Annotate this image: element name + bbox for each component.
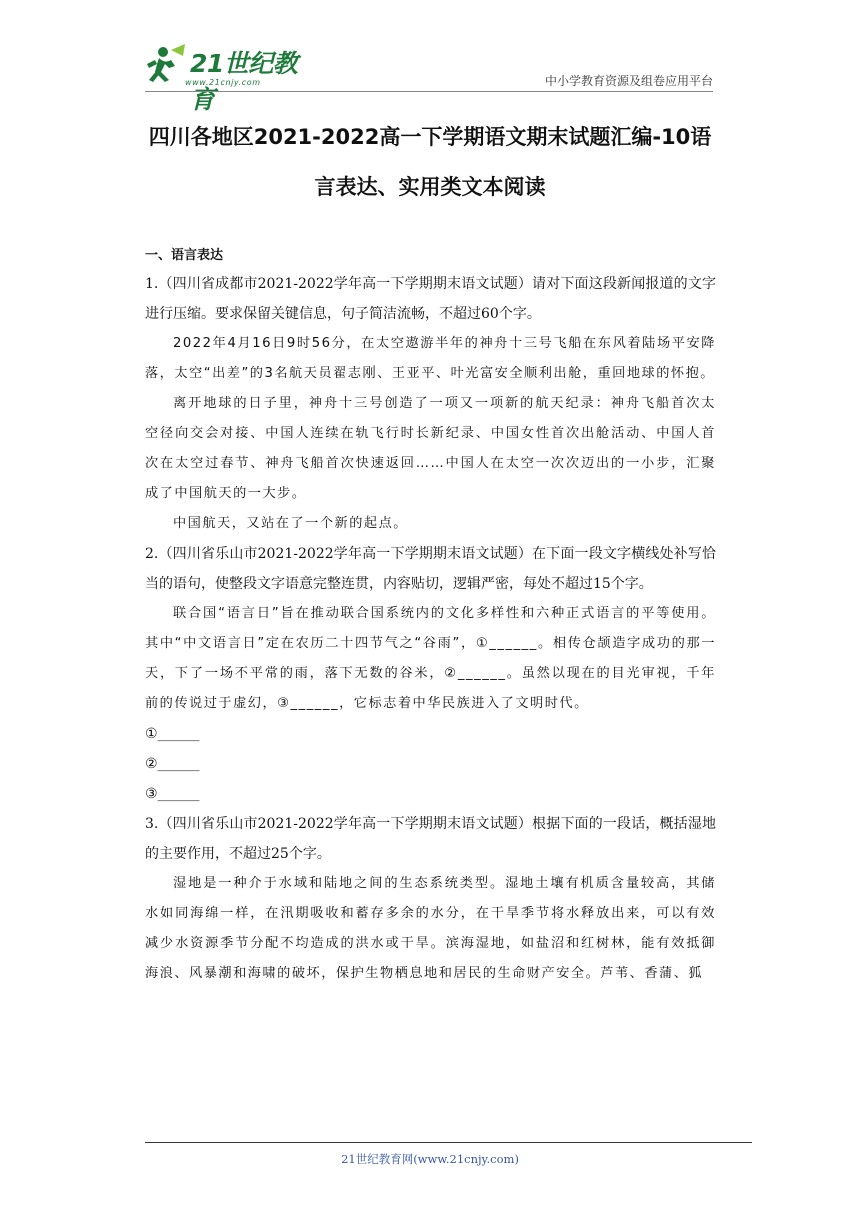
site-logo[interactable] bbox=[145, 38, 310, 114]
question-1-stem: 1.（四川省成都市2021-2022学年高一下学期期末语文试题）请对下面这段新闻报道的文字进行压缩。要求保留关键信息，句子简洁流畅，不超过60个字。 bbox=[145, 276, 716, 322]
question-1-paragraph-2: 离开地球的日子里，神舟十三号创造了一项又一项新的航天纪录：神舟飞船首次太空径向交会对接、中国人连续在轨飞行时长新纪录、中国女性首次出舱活动、中国人首次在太空过春节、神舟飞船首次快速返回……中国人在太空一次次迈出的一小步，汇聚成了中国航天的一大步。 bbox=[145, 396, 716, 501]
question-3-stem: 3.（四川省乐山市2021-2022学年高一下学期期末语文试题）根据下面的一段话，概括湿地的主要作用，不超过25个字。 bbox=[145, 816, 716, 862]
footer-divider bbox=[145, 1142, 752, 1143]
logo-text: 21世纪教育 bbox=[190, 49, 298, 114]
document-title bbox=[140, 112, 720, 212]
title-line-2: 言表达、实用类文本阅读 bbox=[314, 175, 546, 199]
platform-label: 中小学教育资源及组卷应用平台 bbox=[544, 74, 713, 88]
section-heading: 一、语言表达 bbox=[145, 248, 224, 263]
title-line-1: 四川各地区2021-2022高一下学期语文期末试题汇编-10语 bbox=[148, 125, 712, 149]
answer-blank-2: ②______ bbox=[145, 756, 200, 772]
logo-url: www.21cnjy.com bbox=[185, 78, 261, 87]
answer-blank-1: ①______ bbox=[145, 726, 200, 742]
footer-link[interactable]: 21世纪教育网(www.21cnjy.com) bbox=[341, 1152, 519, 1166]
question-2-stem: 2.（四川省乐山市2021-2022学年高一下学期期末语文试题）在下面一段文字横线处补写恰当的语句，使整段文字语意完整连贯，内容贴切，逻辑严密，每处不超过15个字。 bbox=[145, 546, 716, 592]
question-3-paragraph: 湿地是一种介于水域和陆地之间的生态系统类型。湿地土壤有机质含量较高，其储水如同海绵一样，在汛期吸收和蓄存多余的水分，在干旱季节将水释放出来，可以有效减少水资源季节分配不均造成的洪水或干旱。滨海湿地，如盐沼和红树林，能有效抵御海浪、风暴潮和海啸的破坏，保护生物栖息地和居民的生命财产安全。芦苇、香蒲、狐 bbox=[145, 876, 716, 981]
page-header bbox=[145, 38, 713, 114]
header-divider bbox=[145, 91, 713, 92]
question-1-paragraph-3: 中国航天，又站在了一个新的起点。 bbox=[173, 516, 408, 531]
question-2-paragraph: 联合国“语言日”旨在推动联合国系统内的文化多样性和六种正式语言的平等使用。其中“中文语言日”定在农历二十四节气之“谷雨”，①______。相传仓颉造字成功的那一天，下了一场不平常的雨，落下无数的谷米，②______。虽然以现在的目光审视，千年前的传说过于虚幻，③______，它标志着中华民族进入了文明时代。 bbox=[145, 606, 716, 711]
answer-blank-3: ③______ bbox=[145, 786, 200, 802]
document-body bbox=[145, 243, 716, 989]
question-1-paragraph-1: 2022年4月16日9时56分，在太空遨游半年的神舟十三号飞船在东风着陆场平安降落，太空“出差”的3名航天员翟志刚、王亚平、叶光富安全顺利出舱，重回地球的怀抱。 bbox=[145, 336, 716, 381]
